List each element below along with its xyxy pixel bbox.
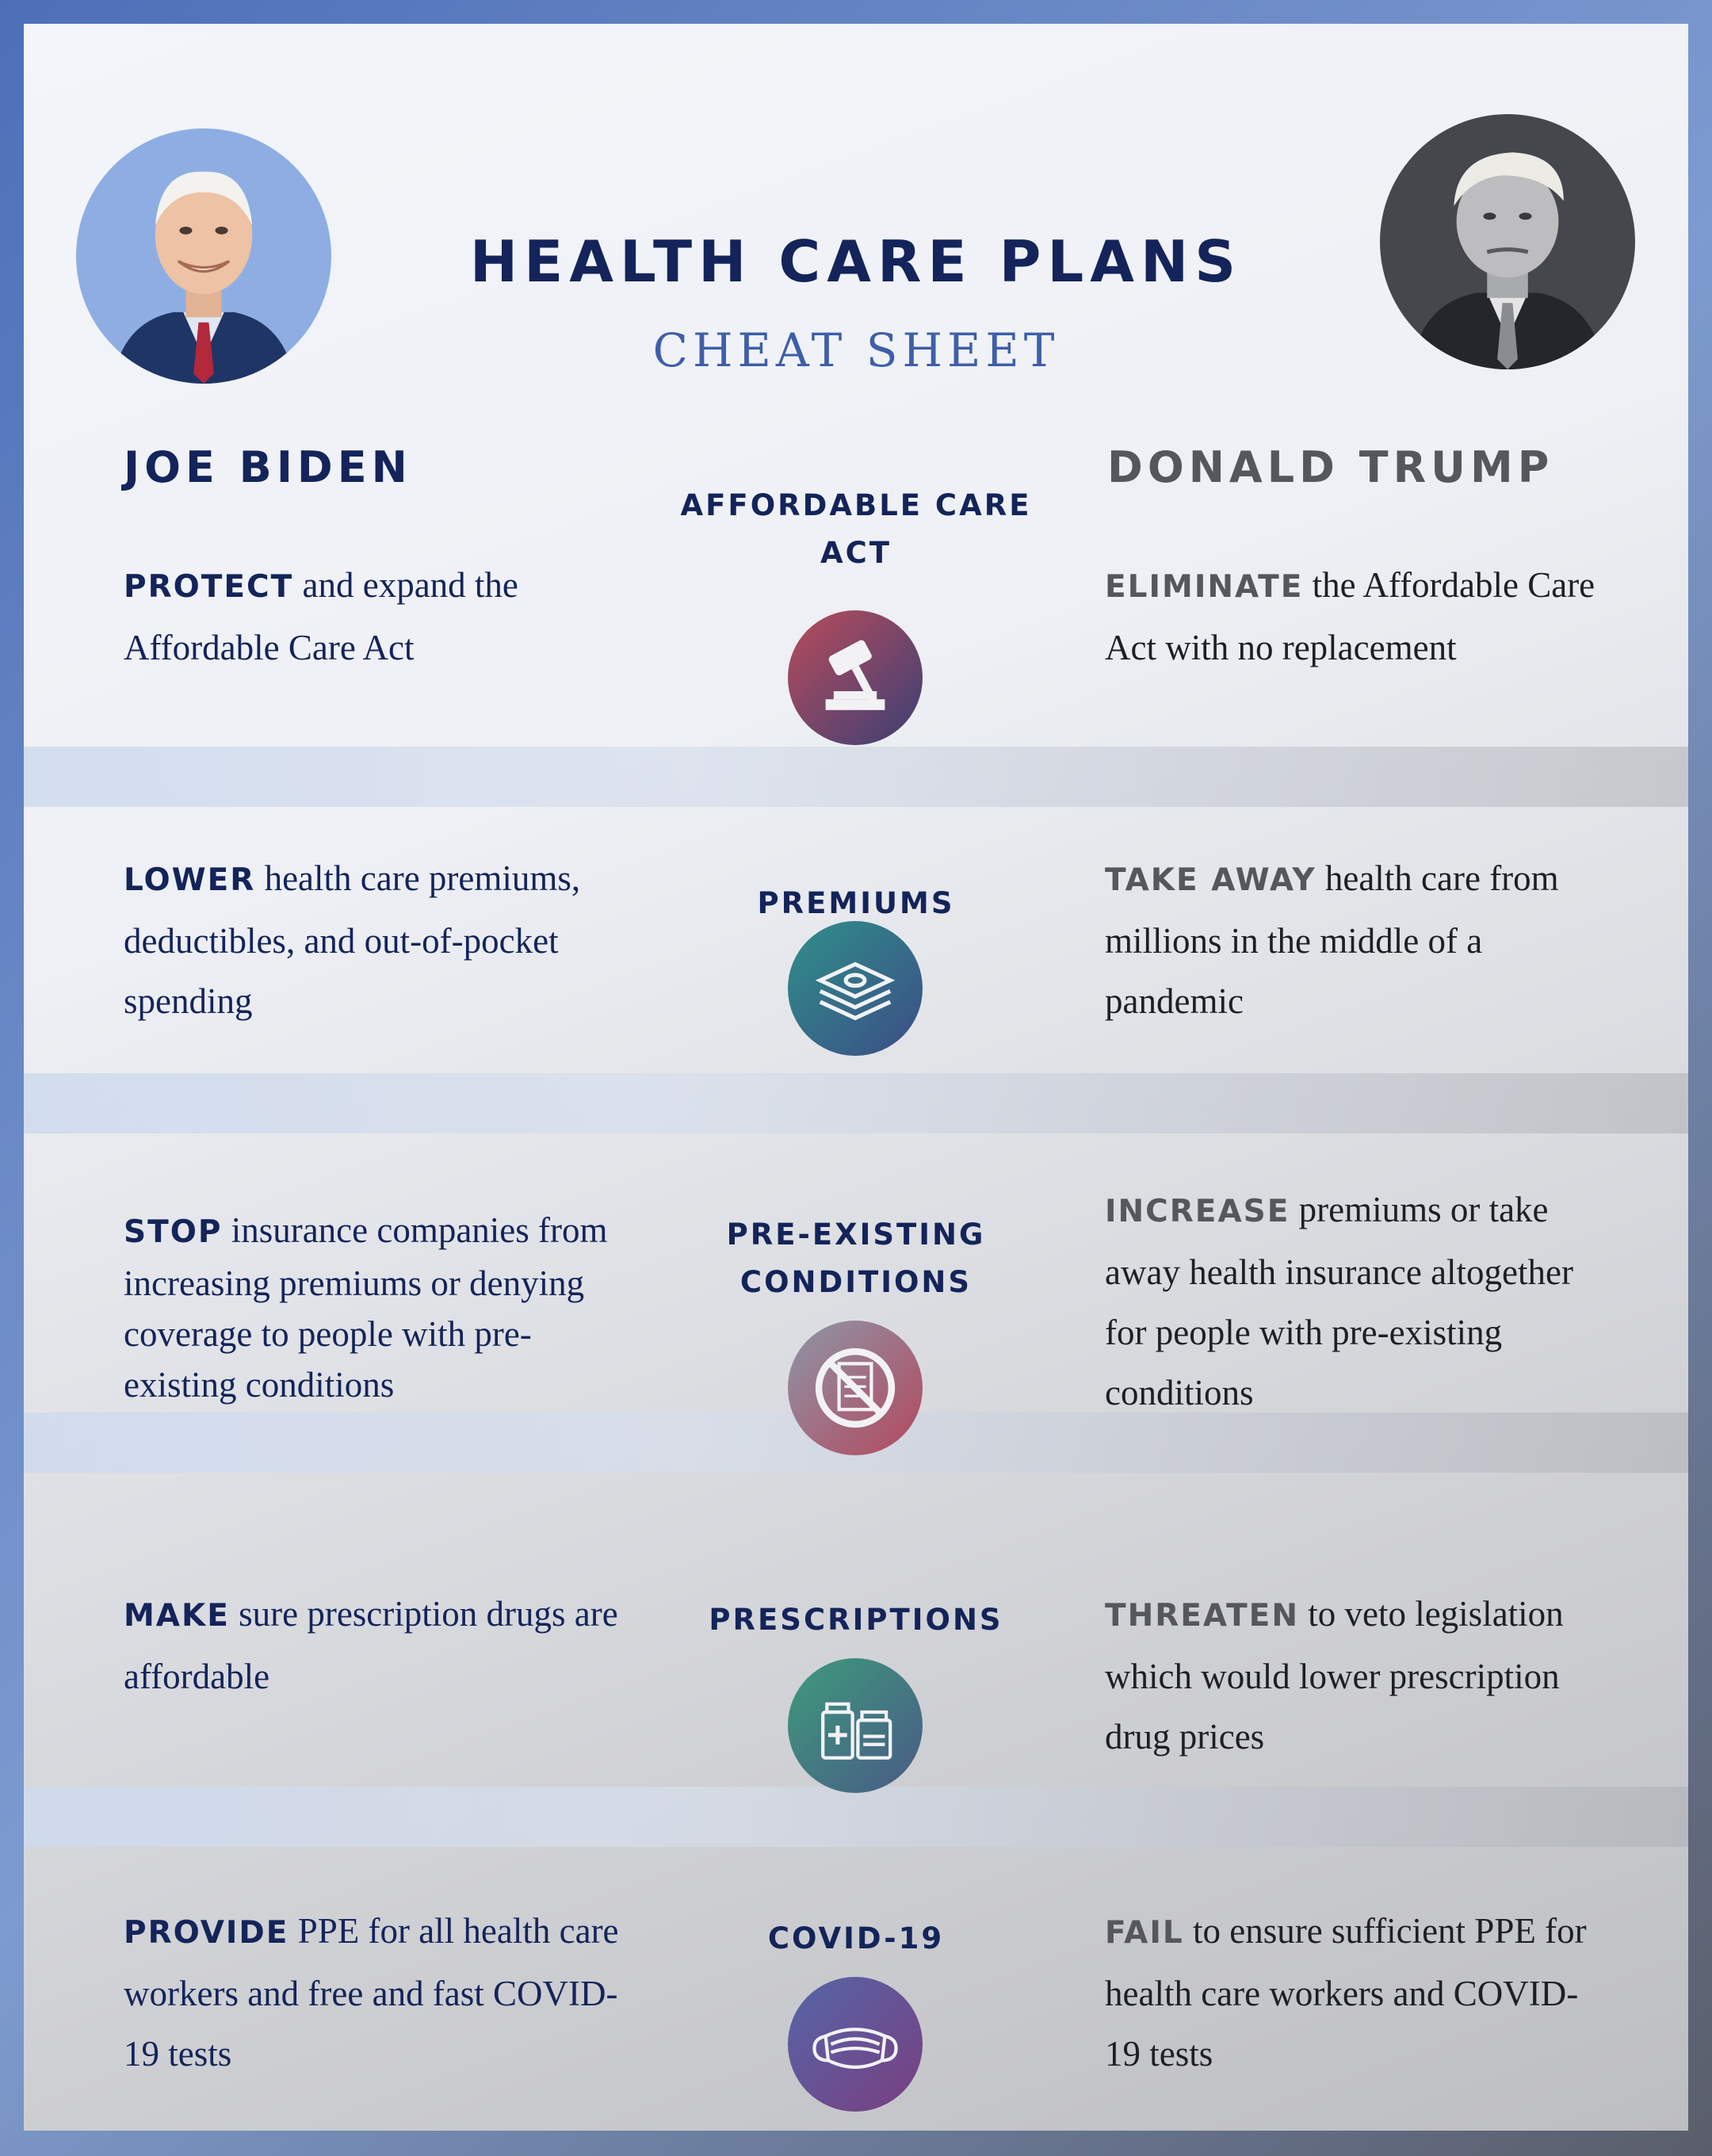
plan-text: insurance companies from increasing premiums or denying coverage to people with pre-existing conditions xyxy=(124,1210,608,1405)
trump-covid-plan xyxy=(1105,1901,1604,2084)
gavel-icon xyxy=(788,610,923,745)
plan-keyword: INCREASE xyxy=(1105,1194,1290,1229)
biden-prescriptions-plan xyxy=(124,1584,623,1707)
medicine-bottles-icon xyxy=(788,1658,923,1793)
biden-pre-existing-plan xyxy=(124,1205,623,1410)
money-stack-icon xyxy=(788,921,923,1056)
plan-text: premiums or take away health insurance altogether for people with pre-existing conditions xyxy=(1105,1190,1573,1412)
row-divider xyxy=(24,1787,1688,1847)
topic-premiums: PREMIUMS xyxy=(757,886,955,920)
row-divider xyxy=(24,1073,1688,1133)
trump-aca-plan xyxy=(1105,555,1604,678)
row-divider xyxy=(24,747,1688,807)
plan-keyword: LOWER xyxy=(124,862,256,898)
cheat-sheet-card xyxy=(24,24,1688,2131)
plan-keyword: PROVIDE xyxy=(124,1915,289,1951)
biden-covid-plan xyxy=(124,1901,623,2084)
page-subtitle: CHEAT SHEET xyxy=(652,323,1060,377)
plan-text: sure prescription drugs are affordable xyxy=(124,1594,618,1696)
biden-premiums-plan xyxy=(124,848,623,1031)
plan-keyword: PROTECT xyxy=(124,569,294,605)
plan-text: the Affordable Care Act with no replacement xyxy=(1105,565,1595,667)
biden-aca-plan xyxy=(124,555,623,678)
trump-portrait xyxy=(1380,114,1635,369)
topic-covid-19: COVID-19 xyxy=(767,1921,945,1955)
plan-text: and expand the Affordable Care Act xyxy=(124,565,518,667)
topic-affordable-care-act: AFFORDABLE CARE ACT xyxy=(680,488,1032,570)
no-document-icon xyxy=(788,1321,923,1455)
trump-pre-existing-plan xyxy=(1105,1179,1604,1423)
trump-premiums-plan xyxy=(1105,848,1604,1031)
trump-prescriptions-plan xyxy=(1105,1584,1604,1767)
plan-text: to veto legislation which would lower prescription drug prices xyxy=(1105,1594,1564,1757)
plan-keyword: STOP xyxy=(124,1214,223,1250)
topic-prescriptions: PRESCRIPTIONS xyxy=(709,1603,1003,1637)
plan-text: health care from millions in the middle of a pandemic xyxy=(1105,858,1559,1021)
trump-name: DONALD TRUMP xyxy=(1107,442,1554,492)
topic-pre-existing-conditions: PRE-EXISTING CONDITIONS xyxy=(726,1218,986,1299)
plan-keyword: TAKE AWAY xyxy=(1105,862,1316,898)
page-title: HEALTH CARE PLANS xyxy=(469,228,1243,295)
face-mask-icon xyxy=(788,1977,923,2112)
plan-keyword: ELIMINATE xyxy=(1105,569,1304,605)
biden-name: JOE BIDEN xyxy=(124,442,412,492)
plan-keyword: FAIL xyxy=(1105,1915,1184,1951)
plan-text: to ensure sufficient PPE for health care workers and COVID-19 tests xyxy=(1105,1911,1587,2074)
plan-keyword: MAKE xyxy=(124,1598,230,1634)
plan-text: PPE for all health care workers and free and fast COVID-19 tests xyxy=(124,1911,619,2074)
plan-keyword: THREATEN xyxy=(1105,1598,1299,1634)
biden-portrait xyxy=(76,128,331,384)
plan-text: health care premiums, deductibles, and out-of-pocket spending xyxy=(124,858,581,1021)
